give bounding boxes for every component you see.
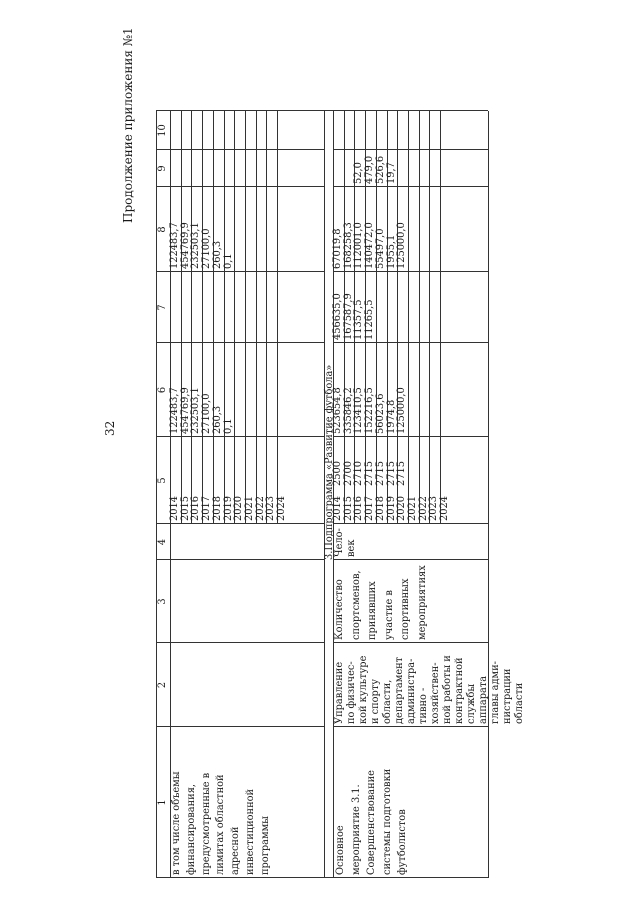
year-cell: 2024 [276, 496, 287, 521]
column-number: 1 [157, 799, 168, 806]
value-cell: 232503,1 [190, 222, 202, 269]
value-cell: 123410,5 [353, 387, 365, 434]
value-cell: 125000,0 [396, 222, 408, 269]
responsible-line: и спорту [370, 678, 381, 724]
year-row-rule [429, 111, 430, 524]
value-cell: 0,1 [222, 418, 234, 434]
value-cell: 52,0 [353, 162, 365, 184]
value-cell: 56023,6 [374, 393, 386, 434]
unit-line: Чело- [334, 528, 345, 557]
column-number: 7 [157, 304, 168, 311]
value-cell: 523654,8 [332, 387, 343, 434]
column-number: 6 [157, 386, 168, 394]
column-rule [156, 559, 324, 560]
table-right-border [156, 110, 488, 111]
column-number: 8 [157, 226, 168, 233]
value-cell: 260,3 [211, 240, 223, 269]
column-rule [333, 523, 488, 524]
responsible-line: аппарата [478, 675, 489, 724]
indicator-line: спортсменов, [350, 570, 362, 640]
year-cell: 2023 [265, 496, 277, 521]
year-row-rule [234, 111, 235, 524]
value-cell: 1974,8 [385, 399, 397, 434]
column-rule [333, 559, 488, 560]
value-cell: 454769,9 [179, 222, 191, 269]
year-cell: 2018 [374, 496, 386, 521]
column-number: 4 [157, 538, 168, 546]
column-rule [333, 642, 488, 643]
table-left-border [156, 877, 488, 878]
responsible-line: области [514, 682, 525, 724]
value-cell: 152216,5 [364, 387, 376, 434]
row-label-line: инвестиционной [245, 788, 256, 875]
year-cell: 2014 [169, 496, 180, 521]
year-cell: 2019 [385, 496, 397, 521]
appendix-note: Продолжение приложения №1 [121, 27, 135, 223]
value-cell: 479,0 [364, 155, 376, 184]
value-cell: 11265,5 [364, 299, 376, 340]
column-rule [156, 642, 324, 643]
target-value-cell: 2715 [374, 461, 386, 486]
row-label-line: финансирования, [185, 784, 197, 875]
year-row-rule [277, 111, 278, 524]
value-cell: 55497,0 [374, 228, 386, 269]
responsible-line: главы адми- [490, 661, 501, 724]
column-number: 9 [157, 165, 168, 172]
row-label-line: системы подготовки [381, 768, 393, 875]
year-row-rule [224, 111, 225, 524]
value-cell: 0,1 [222, 253, 234, 269]
value-cell: 167587,9 [342, 293, 354, 340]
year-row-rule [202, 111, 203, 524]
value-cell: 122483,7 [169, 222, 180, 269]
value-cell: 67019,8 [332, 228, 343, 269]
year-cell: 2020 [233, 496, 245, 521]
year-row-rule [440, 111, 441, 524]
value-cell: 232503,1 [190, 387, 202, 434]
year-cell: 2019 [222, 496, 234, 521]
year-row-rule [256, 111, 257, 524]
row-label-line: лимитах областной [215, 774, 227, 875]
year-cell: 2015 [342, 496, 354, 521]
column-number: 5 [157, 477, 168, 484]
value-cell: 122483,7 [169, 387, 180, 434]
year-row-rule [245, 111, 246, 524]
column-rule [333, 186, 488, 187]
column-rule [333, 436, 488, 437]
value-cell: 1955,1 [385, 234, 397, 269]
year-cell: 2024 [439, 496, 450, 521]
responsible-line: кой культуре [358, 655, 369, 724]
value-cell: 140472,0 [364, 222, 376, 269]
target-value-cell: 2715 [385, 461, 397, 486]
year-cell: 2015 [179, 496, 191, 521]
target-value-cell: 2715 [396, 461, 408, 486]
year-cell: 2014 [332, 496, 343, 521]
responsible-line: нистрации [502, 668, 513, 724]
responsible-line: ной работы и [442, 655, 453, 724]
value-cell: 335846,2 [342, 387, 354, 434]
target-value-cell: 2710 [353, 461, 365, 486]
target-value-cell: 2500 [332, 461, 343, 486]
year-row-rule [266, 111, 267, 524]
row-label-line: Основное [335, 825, 346, 875]
value-cell: 27100,0 [201, 393, 213, 434]
value-cell: 260,3 [211, 405, 223, 434]
row-label-line: Совершенствование [366, 770, 377, 875]
value-cell: 125000,0 [396, 387, 408, 434]
year-cell: 2017 [364, 496, 376, 521]
value-cell: 11357,5 [353, 299, 365, 340]
value-cell: 112001,0 [353, 222, 365, 269]
value-cell: 19,7 [385, 162, 397, 184]
year-cell: 2016 [353, 496, 365, 521]
year-cell: 2021 [243, 496, 255, 521]
indicator-line: мероприятиях [416, 565, 428, 640]
target-value-cell: 2700 [342, 461, 354, 486]
year-cell: 2018 [211, 496, 223, 521]
column-number: 3 [157, 598, 168, 605]
value-cell: 454769,9 [179, 387, 191, 434]
responsible-line: хозяйствен- [430, 662, 441, 724]
responsible-line: службы [466, 683, 477, 724]
year-cell: 2016 [190, 496, 202, 521]
responsible-line: области, [382, 679, 393, 724]
row-label-line: программы [259, 816, 271, 875]
column-rule [333, 271, 488, 272]
section-title: 3.Подпрограмма «Развитие футбола» [324, 364, 335, 560]
year-cell: 2023 [428, 496, 440, 521]
row-label-line: футболистов [397, 809, 408, 875]
column-rule [333, 342, 488, 343]
responsible-line: тивно - [418, 687, 429, 724]
unit-line: век [346, 539, 357, 557]
row-label-line: в том числе объемы [171, 771, 182, 875]
value-cell: 456635,0 [332, 293, 343, 340]
indicator-line: Количество [334, 579, 345, 640]
page-number: 32 [103, 420, 117, 436]
row-label-line: адресной [230, 826, 242, 875]
column-rule [333, 726, 488, 727]
responsible-line: Управление [334, 661, 345, 724]
value-cell: 27100,0 [201, 228, 213, 269]
target-value-cell: 2715 [364, 461, 376, 486]
year-cell: 2020 [396, 496, 408, 521]
value-cell: 526,6 [374, 155, 386, 184]
indicator-line: спортивных [400, 578, 411, 640]
value-cell: 168258,3 [342, 222, 354, 269]
year-row-rule [419, 111, 420, 524]
responsible-line: департамент [394, 656, 405, 724]
year-cell: 2017 [201, 496, 213, 521]
year-row-rule [213, 111, 214, 524]
row-label-line: предусмотренные в [200, 772, 212, 875]
column-number: 10 [157, 124, 168, 137]
row-label-line: мероприятие 3.1. [350, 784, 362, 875]
responsible-line: контрактной [454, 657, 465, 724]
column-rule [156, 726, 324, 727]
indicator-line: участие в [383, 590, 395, 640]
year-cell: 2022 [417, 496, 429, 521]
year-row-rule [181, 111, 182, 524]
table-bottom-border [488, 111, 489, 878]
responsible-line: по физичес- [346, 661, 357, 724]
responsible-line: администра- [406, 658, 417, 724]
year-cell: 2022 [254, 496, 266, 521]
column-rule [333, 149, 488, 150]
year-cell: 2021 [406, 496, 418, 521]
year-row-rule [191, 111, 192, 524]
indicator-line: принявших [367, 581, 378, 640]
column-number: 2 [157, 681, 168, 689]
